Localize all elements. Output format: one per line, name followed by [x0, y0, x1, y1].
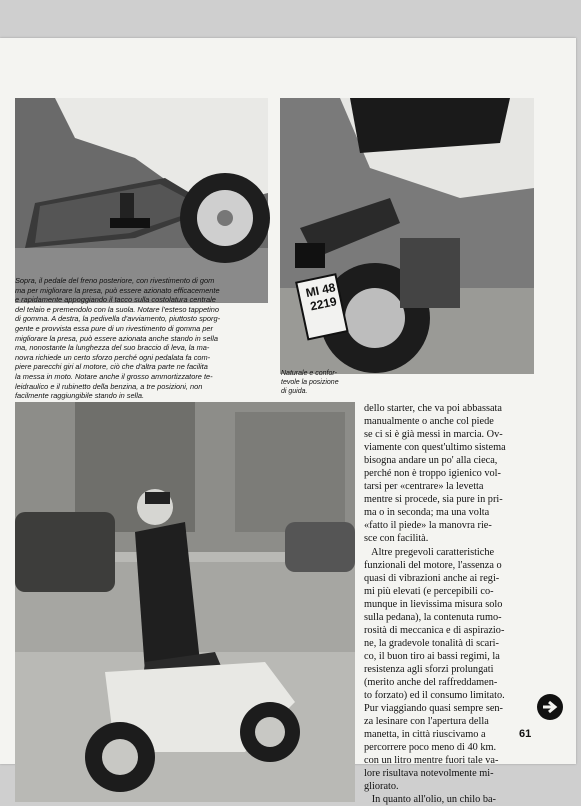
magazine-page: [0, 38, 576, 806]
photo-brake-pedal: [15, 98, 268, 303]
license-plate: MI 48 2219: [304, 280, 338, 314]
article-body-text: dello starter, che va poi abbassata manualmente o anche col piede se ci si è già messi in marcia. Ov- viamente con quest'ultimo sistema bisogna andare un po' alla cieca, perché non è troppo igienico vol- tarsi per «centrare» la levetta mentre si procede, sia pure in pri- ma o in seconda; ma una volta «fatto il piede» la manovra rie- sce con facilità. Altre pregevoli caratteristiche funzionali del motore, l'assenza o quasi di vibrazioni anche ai regi- mi più elevati (e percepibili co- munque in lievissima misura solo sulla pedana), la contenuta rumo- rosità di meccanica e di aspirazio- ne, la gradevole tonalità di scari- co, il buon tiro ai bassi regimi, la resistenza agli sforzi prolungati (merito anche del raffreddamen- to forzato) ed il consumo limitato. Pur viaggiando quasi sempre sen- za lesinare con l'apertura della manetta, in città riuscivamo a percorrere poco meno di 40 km. con un litro mentre fuori tale va- lore risultava notevolmente mi- gliorato. In quanto all'olio, un chilo ba-: [364, 403, 506, 806]
end-mark-icon: [536, 693, 564, 721]
photo-rear-view: [280, 98, 534, 374]
photo-rider-on-scooter: [15, 402, 355, 802]
caption-brake-and-kickstart: Sopra, il pedale del freno posteriore, con rivestimento di gom ma per migliorare la presa, può essere azionato efficacemente e rapidamente appoggiando il tacco sulla costolatura centrale del telaio e premendolo con la suola. Notare l'esteso tappetino di gomma. A destra, la pedivella d'avviamento, piuttosto sporg- gente e provvista essa pure di un rivestimento di gomma per migliorare la presa, può essere azionata anche stando in sella ma, nonostante la lunghezza del suo braccio di leva, la ma- novra richiede un certo sforzo perché ogni pedalata fa com- piere parecchi giri al motore, ciò che d'altra parte ne facilita la messa in moto. Notare anche il grosso ammortizzatore te- leidraulico e il rubinetto della benzina, a tre posizioni, non facilmente raggiungibile stando in sella.: [15, 276, 221, 401]
page-number: 61: [519, 728, 532, 740]
caption-riding-position: Naturale e confor- tevole la posizione di guida.: [281, 370, 339, 396]
